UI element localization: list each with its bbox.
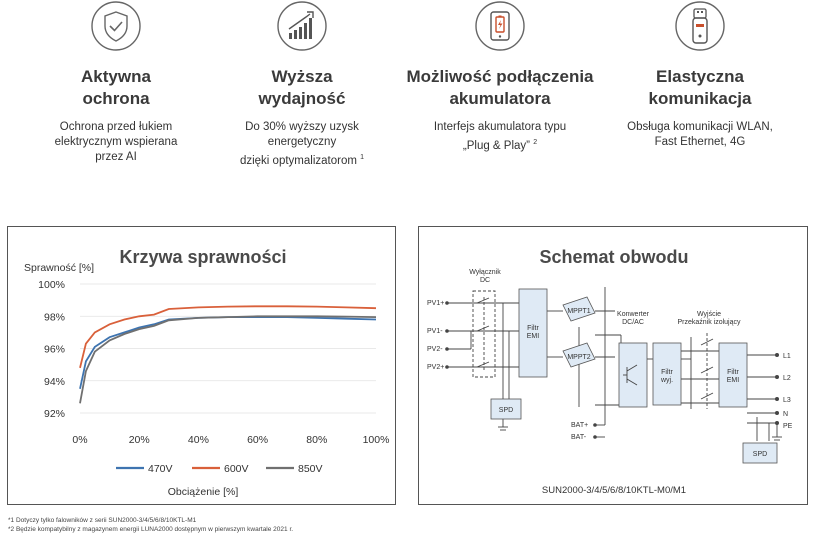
circuit-diagram [419,227,809,506]
l2-label: L2 [783,375,791,382]
x-tick-label: 40% [187,434,209,446]
y-tick-label: 96% [43,343,65,356]
pv1-minus-label: PV1- [427,328,443,335]
diagram-title: Schemat obwodu [539,247,689,267]
x-tick-label: 0% [72,434,88,446]
footnote-ref: 2 [533,139,538,146]
footnote-2: *2 Będzie kompatybilny z magazynem energii LUNA2000 dostępnym w pierwszym kwartale 2021 r. [8,526,294,533]
n-label: N [783,411,789,418]
y-tick-label: 100% [38,279,65,291]
legend-label-850V: 850V [298,463,323,475]
relay-label-2: Przekaźnik izolujący [677,319,741,326]
feature-desc-line1: Obsługa komunikacji WLAN, [627,121,773,133]
feature-desc-line2: energetyczny [267,136,337,148]
mppt1-label: MPPT1 [567,308,591,315]
feature-title-line2: akumulatora [449,89,551,108]
dc-switch-label-2: DC [479,277,491,284]
feature-active-protection [16,0,216,165]
feature-desc-line2: elektrycznym wspierana [54,136,178,148]
pv2-plus-label: PV2+ [427,364,445,371]
x-tick-label: 80% [306,434,328,446]
dongle-icon [674,0,726,52]
x-tick-label: 100% [362,434,390,446]
battery-phone-icon [474,0,526,52]
bat-plus-label: BAT+ [571,422,589,429]
pv2-minus-label: PV2- [427,346,443,353]
x-tick-label: 20% [128,434,150,446]
pe-label: PE [783,423,793,430]
feature-desc-line1: Do 30% wyższy uzysk [245,121,359,133]
footnote-ref: 1 [360,154,365,161]
emi-filter-in-label-2: EMI [526,333,540,340]
feature-title-line2: komunikacja [648,89,752,108]
feature-title-line1: Aktywna [81,67,151,86]
output-filter-label: Filtr [661,369,673,376]
mppt2-label: MPPT2 [567,354,591,361]
l1-label: L1 [783,353,791,360]
bar-chart-growth-icon [276,0,328,52]
shield-check-icon [90,0,142,52]
feature-desc-line1: Interfejs akumulatora typu [433,121,567,133]
feature-title-line1: Możliwość podłączenia [406,67,594,86]
feature-battery-connection [400,0,600,154]
feature-title-line1: Elastyczna [656,67,744,86]
efficiency-chart [8,227,397,506]
y-tick-label: 98% [43,311,65,324]
emi-filter-in-label: Filtr [527,325,539,332]
emi-filter-out-label: Filtr [727,369,739,376]
feature-title-line2: ochrona [82,89,150,108]
circuit-panel [418,226,808,505]
converter-label: Konwerter [617,311,649,318]
feature-desc-line2: Fast Ethernet, 4G [654,136,746,148]
y-tick-label: 94% [43,375,65,388]
diagram-caption: SUN2000-3/4/5/6/8/10KTL-M0/M1 [541,485,687,496]
footnotes [8,516,293,534]
x-axis-label: Obciążenie [%] [167,486,239,498]
efficiency-panel [7,226,396,505]
series-line-470V [80,317,376,389]
feature-flexible-communication [600,0,800,150]
bat-minus-label: BAT- [571,434,587,441]
legend-label-600V: 600V [224,463,249,475]
feature-higher-efficiency [202,0,402,169]
relay-label: Wyjście [696,311,722,318]
output-filter-label-2: wyj. [660,377,674,384]
chart-title: Krzywa sprawności [119,247,287,267]
feature-desc-line1: Ochrona przed łukiem [59,121,173,133]
emi-filter-out-label-2: EMI [726,377,740,384]
spd-right-label: SPD [752,451,768,458]
x-tick-label: 60% [247,434,269,446]
footnote-1: *1 Dotyczy tylko falowników z serii SUN2000-3/4/5/6/8/10KTL-M1 [8,517,197,524]
series-line-850V [80,316,376,403]
feature-title-line2: wydajność [258,89,346,108]
y-axis-label: Sprawność [%] [24,262,95,274]
dc-switch-label: Wyłącznik [469,269,501,276]
legend-label-470V: 470V [148,463,173,475]
feature-title-line1: Wyższa [271,67,333,86]
y-tick-label: 92% [43,408,65,420]
spd-left-label: SPD [498,407,514,414]
feature-desc-line3: przez AI [95,151,137,163]
series-line-600V [80,306,376,368]
pv1-plus-label: PV1+ [427,300,445,307]
converter-label-2: DC/AC [622,319,644,326]
feature-desc-line2: „Plug & Play” [462,139,530,152]
l3-label: L3 [783,397,791,404]
feature-desc-line3: dzięki optymalizatorom [239,154,357,167]
